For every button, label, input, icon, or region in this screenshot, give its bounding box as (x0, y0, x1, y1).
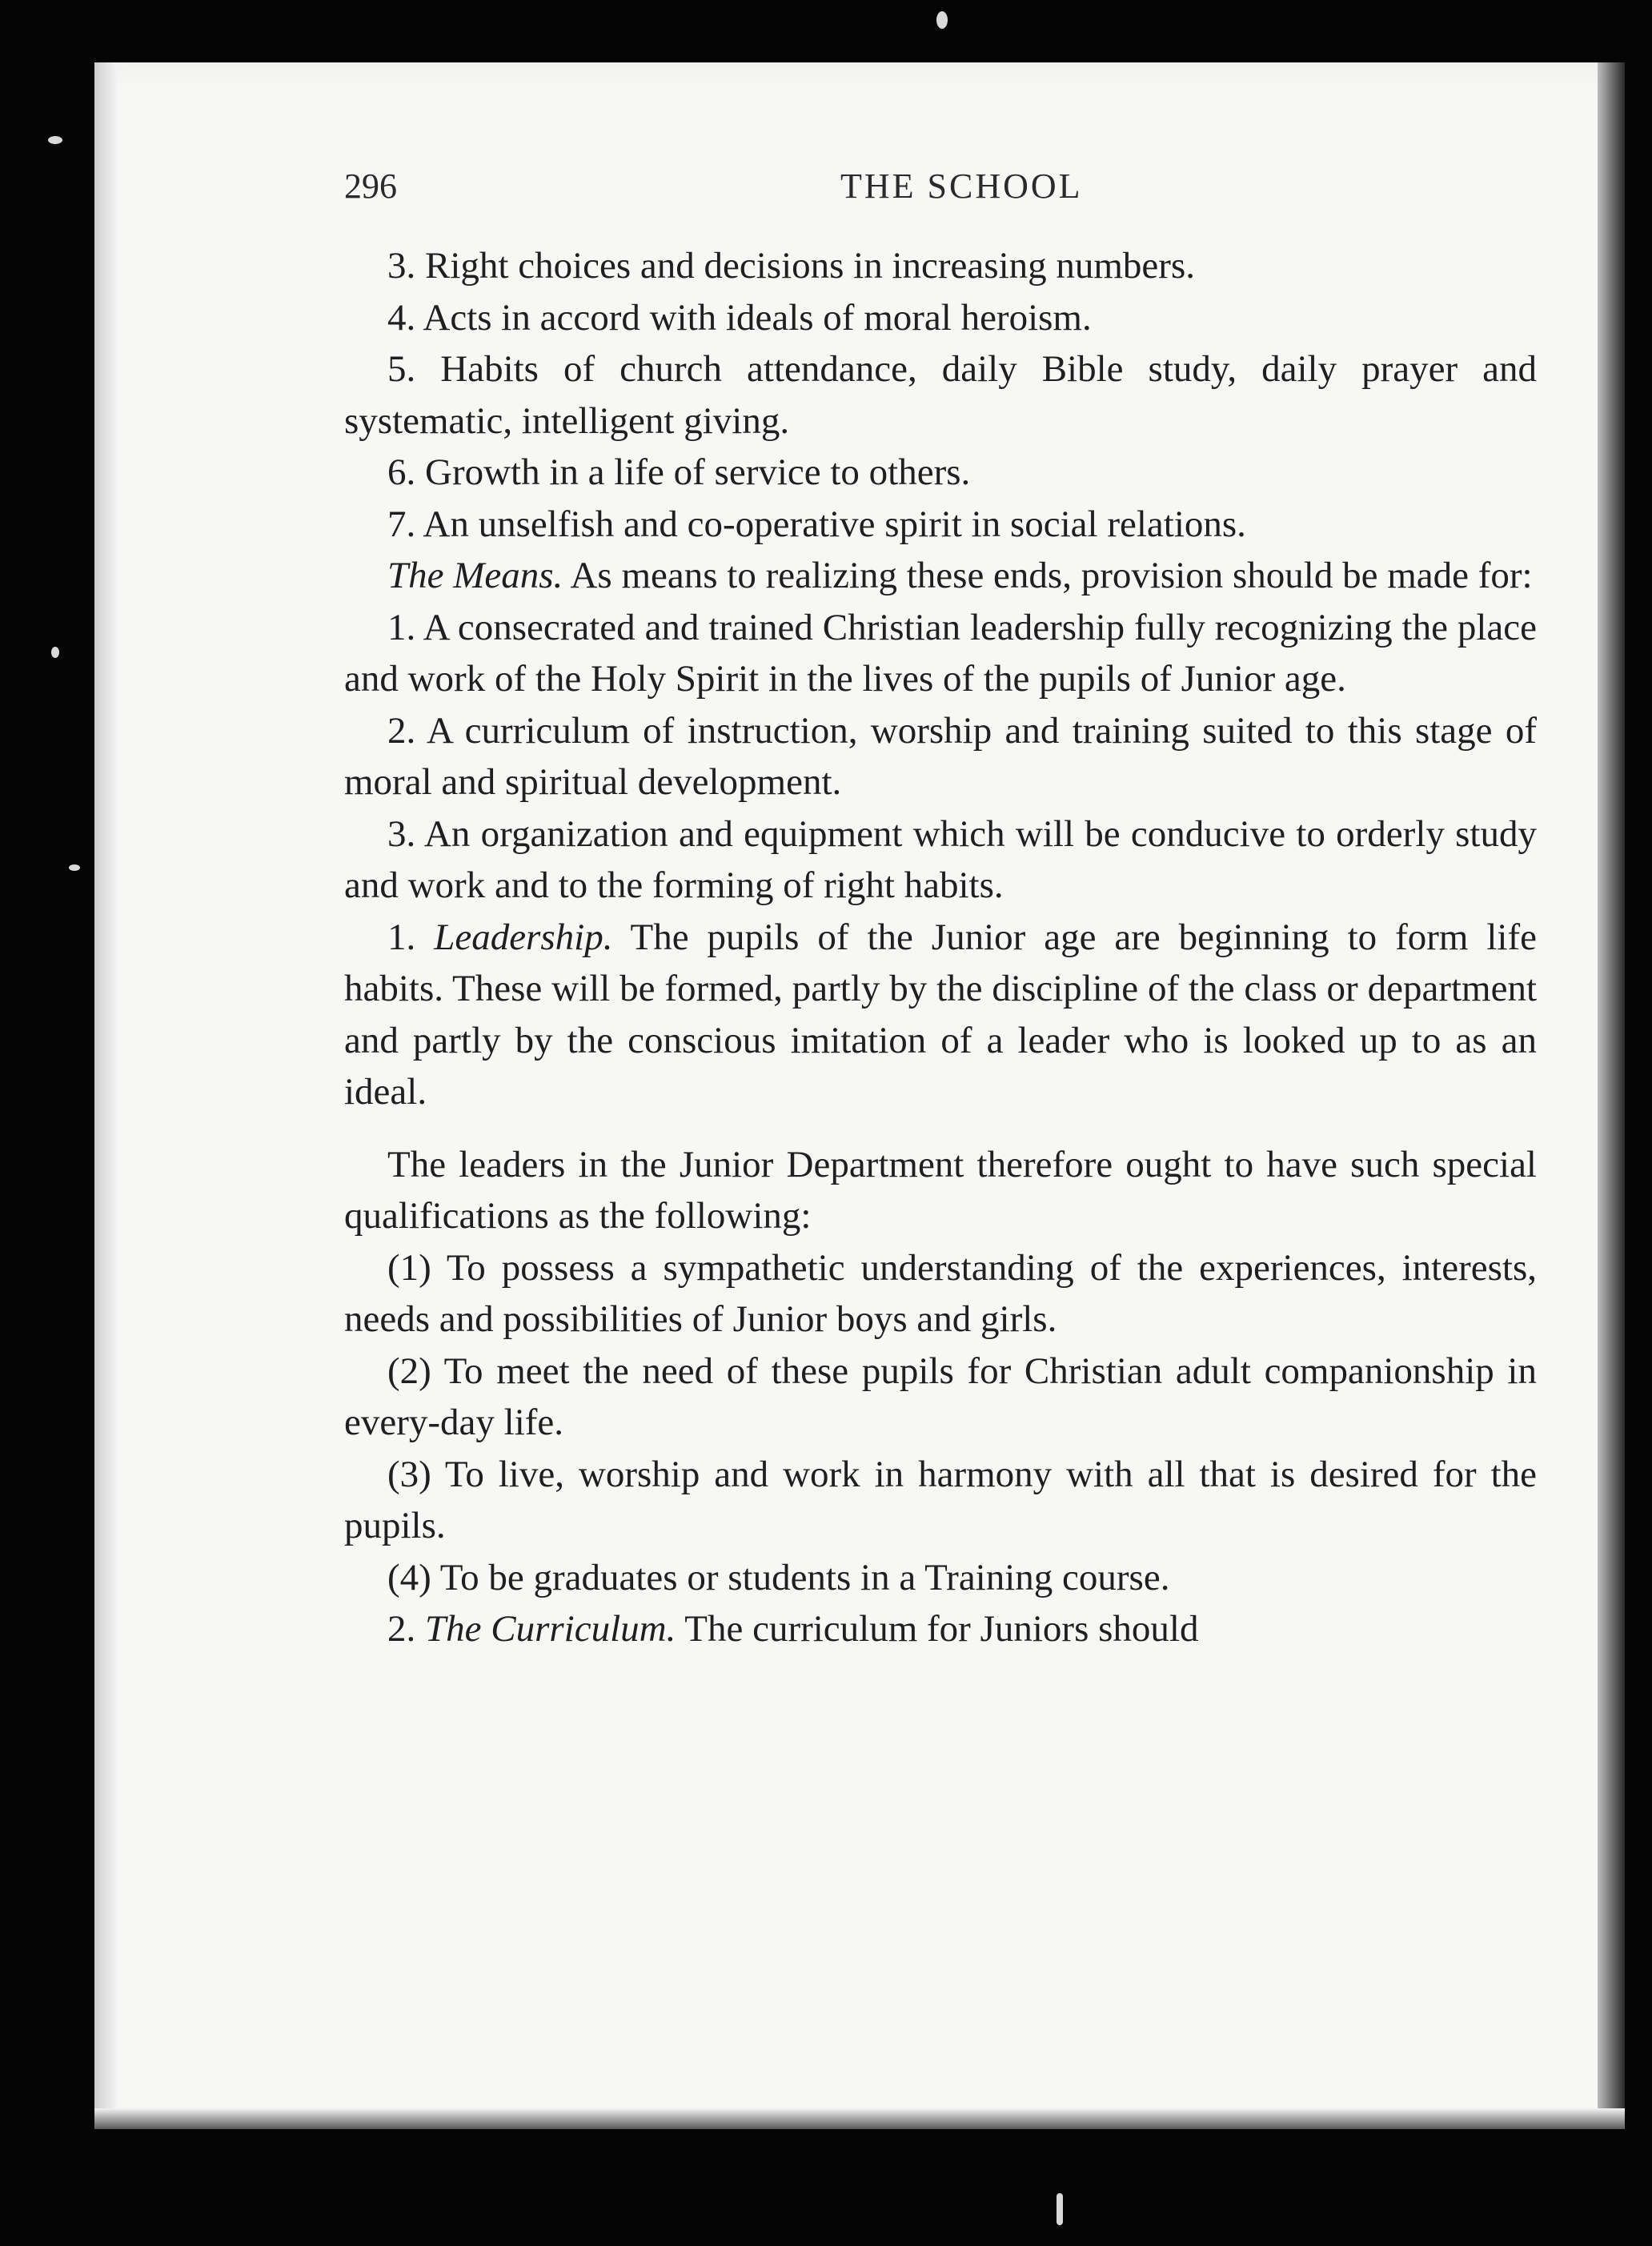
paragraph (344, 1603, 1537, 1655)
paragraph: 7. An unselfish and co-operative spirit in social relations. (387, 503, 1246, 545)
paragraph: 4. Acts in accord with ideals of moral heroism. (387, 296, 1092, 339)
dust-speck (69, 864, 80, 871)
page-text (344, 240, 1537, 1655)
paragraph: 2. A curriculum of instruction, worship and training suited to this stage of moral and spiritual development. (344, 709, 1537, 803)
page-bottom-edge (94, 2108, 1625, 2129)
section-heading: Leadership. (434, 916, 613, 958)
paragraph: 1. A consecrated and trained Christian leadership fully recognizing the place and work of the Holy Spirit in the lives of the pupils of Junior age. (344, 606, 1537, 700)
item-number: 2. (387, 1608, 425, 1650)
page-gutter (94, 62, 117, 2129)
paragraph: The leaders in the Junior Department therefore ought to have such special qualifications as the following: (344, 1143, 1537, 1237)
dust-speck (1057, 2193, 1063, 2225)
section-heading: The Curriculum. (425, 1608, 676, 1650)
paragraph-text: As means to realizing these ends, provision should be made for: (563, 555, 1533, 596)
paragraph: 6. Growth in a life of service to others. (387, 451, 971, 493)
page-edge (1598, 62, 1625, 2129)
page-number: 296 (344, 166, 397, 206)
dust-speck (48, 136, 62, 144)
paragraph: (1) To possess a sympathetic understanding of the experiences, interests, needs and possibilities of Junior boys and girls. (344, 1246, 1537, 1340)
paragraph-text: The curriculum for Juniors should (676, 1608, 1199, 1650)
section-heading: The Means. (387, 555, 563, 596)
paragraph: 3. Right choices and decisions in increasing numbers. (387, 245, 1195, 287)
dust-speck (51, 647, 59, 658)
paragraph: (3) To live, worship and work in harmony with all that is desired for the pupils. (344, 1453, 1537, 1546)
paragraph: (2) To meet the need of these pupils for Christian adult companionship in every-day life. (344, 1350, 1537, 1443)
dust-speck (936, 11, 948, 29)
running-head: THE SCHOOL (840, 166, 1083, 206)
page-header (344, 166, 1537, 214)
paragraph-text: The pupils of the Junior age are beginning to form life habits. These will be formed, partly by the discipline of the class or department and partly by the conscious imitation of a leader who is looked up to as an ideal. (344, 916, 1537, 1113)
paragraph: 5. Habits of church attendance, daily Bible study, daily prayer and systematic, intelligent giving. (344, 348, 1537, 442)
paragraph (344, 550, 1537, 602)
paragraph: 3. An organization and equipment which will be conducive to orderly study and work and to the forming of right habits. (344, 812, 1537, 906)
item-number: 1. (387, 916, 435, 958)
paragraph (344, 912, 1537, 1118)
paragraph: (4) To be graduates or students in a Training course. (387, 1556, 1170, 1598)
